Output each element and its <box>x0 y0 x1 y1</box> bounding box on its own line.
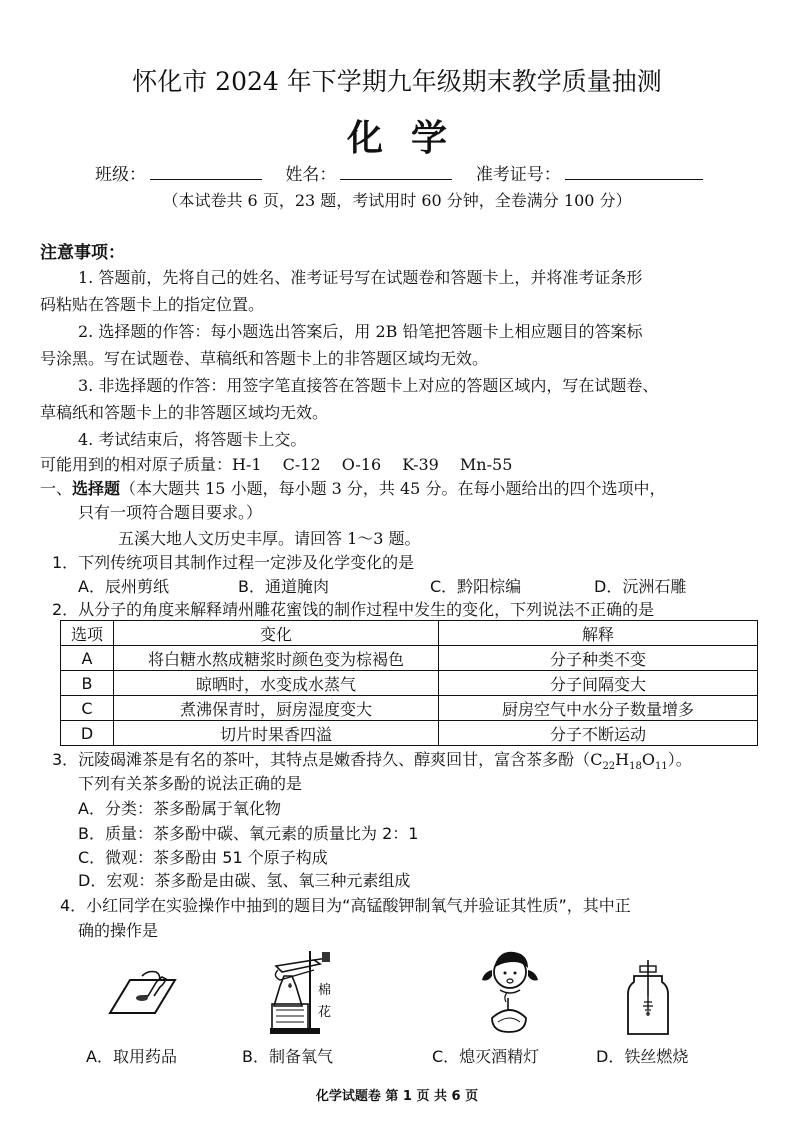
q4-stem-line-1: 4．小红同学在实验操作中抽到的题目为“高锰酸钾制氧气并验证其性质”，其中正 <box>60 896 631 915</box>
subject-title: 化学 <box>346 117 475 159</box>
q4-option-c[interactable]: C．熄灭酒精灯 <box>432 1047 540 1066</box>
section-1-intro: 五溪大地人文历史丰厚。请回答 1～3 题。 <box>118 529 421 548</box>
q2-stem: 2．从分子的角度来解释靖州雕花蜜饯的制作过程中发生的变化，下列说法不正确的是 <box>52 600 655 619</box>
table-header-option: 选项 <box>61 621 114 646</box>
page-footer: 化学试题卷 第 1 页 共 6 页 <box>315 1089 479 1104</box>
notice-item-3-line-2: 草稿纸和答题卡上的非答题区域均无效。 <box>40 403 329 422</box>
table-cell: 分子间隔变大 <box>439 671 758 696</box>
table-cell: 分子不断运动 <box>439 721 758 746</box>
atomic-masses: 可能用到的相对原子质量：H-1 C-12 O-16 K-39 Mn-55 <box>40 455 513 474</box>
hand-spatula-icon <box>100 958 180 1028</box>
q1-stem: 1．下列传统项目其制作过程一定涉及化学变化的是 <box>52 553 415 572</box>
formula-o: O <box>641 750 655 769</box>
notice-item-1-line-2: 码粘贴在答题卡上的指定位置。 <box>40 295 265 314</box>
q3-stem-text: 3．沅陵碣滩茶是有名的茶叶，其特点是嫩香持久、醇爽回甘，富含茶多酚（ <box>52 750 591 769</box>
section-1-desc-line-1: （本大题共 15 小题，每小题 3 分，共 45 分。在每小题给出的四个选项中， <box>120 479 666 498</box>
formula-h: H <box>615 750 630 769</box>
formula-o-sub: 11 <box>654 761 668 773</box>
q3-stem-line-2: 下列有关茶多酚的说法正确的是 <box>78 774 303 793</box>
table-header-row <box>61 621 758 646</box>
exam-title: 怀化市 2024 年下学期九年级期末教学质量抽测 <box>132 67 662 96</box>
table-row[interactable] <box>61 671 758 696</box>
girl-blowing-lamp-icon <box>470 946 550 1041</box>
exam-id-label: 准考证号： <box>475 165 561 185</box>
formula-h-sub: 18 <box>629 761 642 773</box>
cotton-label-2: 花 <box>318 1005 332 1020</box>
q3-option-a[interactable]: A．分类：茶多酚属于氧化物 <box>78 799 281 818</box>
section-1-prefix: 一、 <box>40 479 73 498</box>
table-cell: 晾晒时，水变成水蒸气 <box>114 671 439 696</box>
q4-option-b[interactable]: B．制备氧气 <box>242 1047 333 1066</box>
table-row[interactable] <box>61 721 758 746</box>
notice-item-2-line-2: 号涂黑。写在试题卷、草稿纸和答题卡上的非答题区域均无效。 <box>40 349 489 368</box>
exam-id-blank[interactable] <box>565 165 703 180</box>
table-cell: A <box>61 646 114 671</box>
q3-stem-close: ）。 <box>667 750 692 769</box>
q4-option-a[interactable]: A．取用药品 <box>86 1047 177 1066</box>
formula-c-sub: 22 <box>602 761 616 773</box>
table-cell: B <box>61 671 114 696</box>
table-cell: 切片时果香四溢 <box>114 721 439 746</box>
q3-stem-line-1 <box>52 747 692 772</box>
q1-option-b[interactable]: B．通道腌肉 <box>238 577 329 596</box>
table-cell: 煮沸保青时，厨房湿度变大 <box>114 696 439 721</box>
name-label: 姓名： <box>285 165 337 185</box>
student-fields <box>95 160 721 185</box>
q3-option-c[interactable]: C．微观：茶多酚由 51 个原子构成 <box>78 848 328 867</box>
section-1-desc-line-2: 只有一项符合题目要求。） <box>78 503 263 522</box>
oxygen-apparatus-icon <box>262 946 362 1041</box>
table-cell: D <box>61 721 114 746</box>
table-header-explanation: 解释 <box>439 621 758 646</box>
notice-item-4: 4. 考试结束后，将答题卡上交。 <box>78 430 307 449</box>
formula-c: C <box>590 750 603 769</box>
cotton-label-1: 棉 <box>318 983 332 998</box>
table-cell: 厨房空气中水分子数量增多 <box>439 696 758 721</box>
table-cell: C <box>61 696 114 721</box>
class-label: 班级： <box>95 165 146 185</box>
name-blank[interactable] <box>340 165 452 180</box>
q1-option-c[interactable]: C．黔阳棕编 <box>430 577 522 596</box>
table-row[interactable] <box>61 646 758 671</box>
q1-option-a[interactable]: A．辰州剪纸 <box>78 577 169 596</box>
section-1-title: 选择题 <box>72 479 121 498</box>
notice-item-3-line-1: 3. 非选择题的作答：用签字笔直接答在答题卡上对应的答题区域内，写在试题卷、 <box>78 376 659 395</box>
class-blank[interactable] <box>150 165 262 180</box>
table-header-change: 变化 <box>114 621 439 646</box>
q4-option-d[interactable]: D．铁丝燃烧 <box>596 1047 689 1066</box>
q1-option-d[interactable]: D．沅洲石雕 <box>594 577 687 596</box>
exam-info: （本试卷共 6 页，23 题，考试用时 60 分钟，全卷满分 100 分） <box>162 191 632 210</box>
notice-item-1-line-1: 1. 答题前，先将自己的姓名、准考证号写在试题卷和答题卡上，并将准考证条形 <box>78 268 643 287</box>
table-row[interactable] <box>61 696 758 721</box>
q2-table <box>60 620 758 746</box>
q3-option-d[interactable]: D．宏观：茶多酚是由碳、氢、氧三种元素组成 <box>78 871 411 890</box>
table-cell: 分子种类不变 <box>439 646 758 671</box>
q3-option-b[interactable]: B．质量：茶多酚中碳、氧元素的质量比为 2：1 <box>78 824 419 843</box>
iron-wire-jar-icon <box>620 958 676 1043</box>
table-cell: 将白糖水熬成糖浆时颜色变为棕褐色 <box>114 646 439 671</box>
notice-heading: 注意事项： <box>40 243 125 263</box>
q3-formula <box>590 750 668 773</box>
notice-item-2-line-1: 2. 选择题的作答：每小题选出答案后，用 2B 铅笔把答题卡上相应题目的答案标 <box>78 322 643 341</box>
section-1-heading <box>40 476 665 499</box>
q4-stem-line-2: 确的操作是 <box>78 921 159 940</box>
